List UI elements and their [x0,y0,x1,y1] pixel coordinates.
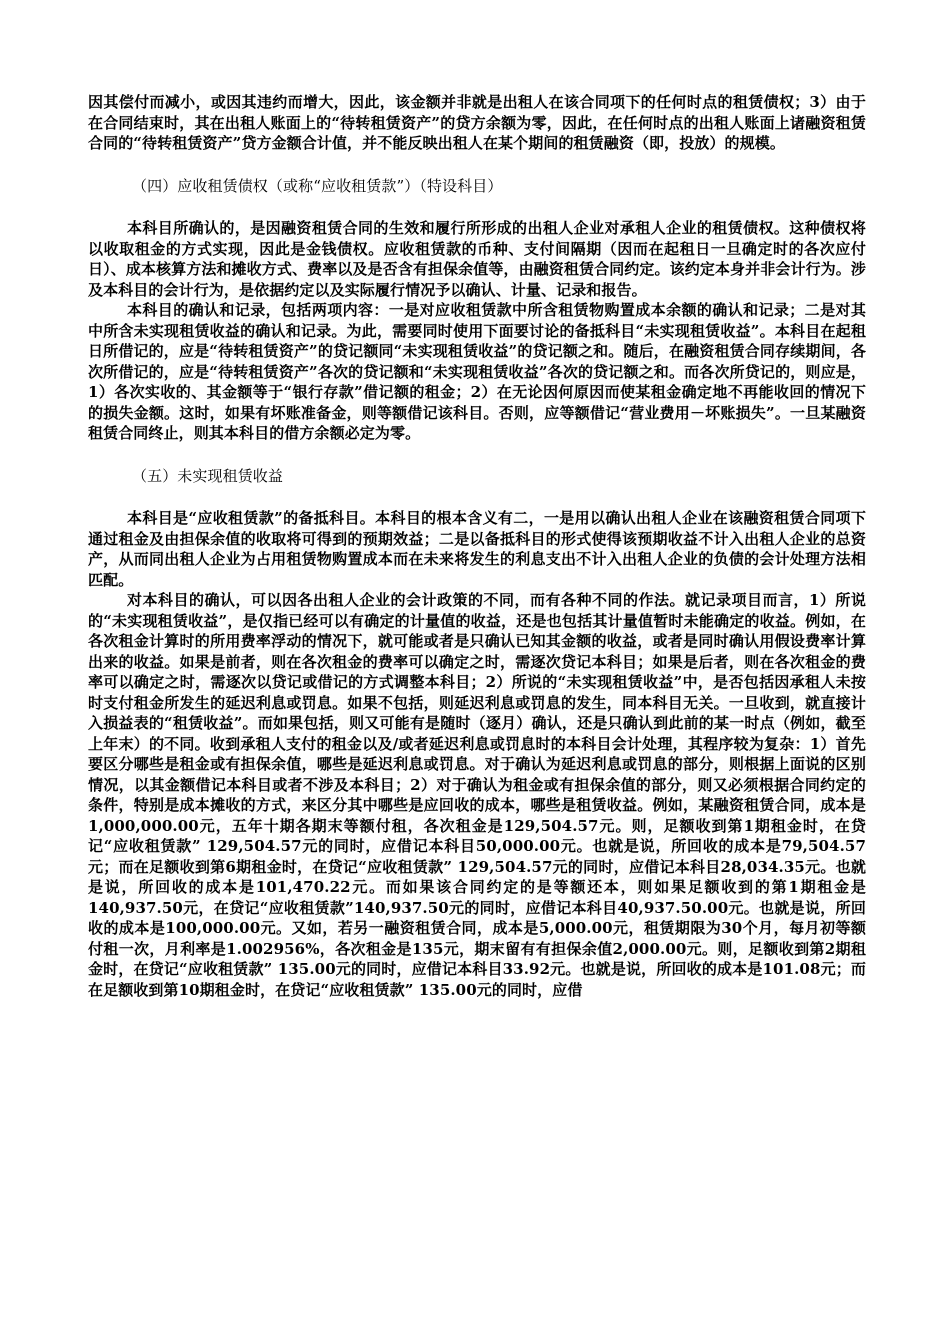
section-heading-4: （四）应收租赁债权（或称“应收租赁款”）（特设科目） [132,176,503,195]
spacer [88,154,866,176]
spacer [88,486,866,508]
paragraph-5-1: 本科目是“应收租赁款”的备抵科目。本科目的根本含义有二，一是用以确认出租人企业在该融资租赁合同项下通过租金及由担保余值的收取将可得到的预期效益；二是以备抵科目的形式使得该预期收益不计入出租人企业的总资产，从而同出租人企业为占用租赁物购置成本而在未来将发生的利息支出不计入出租人企业的负债的会计处理方法相匹配。 [88,509,866,589]
document-page [88,92,866,1332]
paragraph-intro: 因其偿付而减小，或因其违约而增大，因此，该金额并非就是出租人在该合同项下的任何时点的租赁债权；3）由于在合同结束时，其在出租人账面上的“待转租赁资产”的贷方余额为零，因此，在任何时点的出租人账面上诸融资租赁合同的“待转租赁资产”贷方金额合计值，并不能反映出租人在某个期间的租赁融资（即，投放）的规模。 [88,93,866,152]
paragraph-4-2: 本科目的确认和记录，包括两项内容：一是对应收租赁款中所含租赁物购置成本余额的确认和记录；二是对其中所含未实现租赁收益的确认和记录。为此，需要同时使用下面要讨论的备抵科目“未实现租赁收益”。本科目在起租日所借记的，应是“待转租赁资产”的贷记额同“未实现租赁收益”的贷记额之和。随后，在融资租赁合同存续期间，各次所借记的，应是“待转租赁资产”各次的贷记额和“未实现租赁收益”各次的贷记额之和。而各次所贷记的，则应是，1）各次实收的、其金额等于“银行存款”借记额的租金；2）在无论因何原因而使某租金确定地不再能收回的情况下的损失金额。这时，如果有坏账准备金，则等额借记该科目。否则，应等额借记“营业费用－坏账损失”。一旦某融资租赁合同终止，则其本科目的借方余额必定为零。 [88,301,866,442]
paragraph-4-1: 本科目所确认的，是因融资租赁合同的生效和履行所形成的出租人企业对承租人企业的租赁债权。这种债权将以收取租金的方式实现，因此是金钱债权。应收租赁款的币种、支付间隔期（因而在起租日一旦确定时的各次应付日）、成本核算方法和摊收方式、费率以及是否含有担保余值等，由融资租赁合同约定。该约定本身并非会计行为。涉及本科目的会计行为，是依据约定以及实际履行情况予以确认、计量、记录和报告。 [88,219,866,299]
paragraph-5-2: 对本科目的确认，可以因各出租人企业的会计政策的不同，而有各种不同的作法。就记录项目而言，1）所说的“未实现租赁收益”，是仅指已经可以有确定的计量值的收益，还是也包括其计量值暂时未能确定的收益。例如，在各次租金计算时的所用费率浮动的情况下，就可能或者是只确认已知其金额的收益，或者是同时确认用假设费率计算出来的收益。如果是前者，则在各次租金的费率可以确定之时，需逐次贷记本科目；如果是后者，则在各次租金的费率可以确定之时，需逐次以贷记或借记的方式调整本科目；2）所说的“未实现租赁收益”中，是否包括因承租人未按时支付租金所发生的延迟利息或罚息。如果不包括，则延迟利息或罚息的发生，同本科目无关。一旦收到，就直接计入损益表的“租赁收益”。而如果包括，则又可能有是随时（逐月）确认，还是只确认到此前的某一时点（例如，截至上年末）的不同。收到承租人支付的租金以及/或者延迟利息或罚息时的本科目会计处理，其程序较为复杂：1）首先要区分哪些是租金或有担保余值，哪些是延迟利息或罚息。对于确认为延迟利息或罚息的部分，则根据上面说的区别情况，以其金额借记本科目或者不涉及本科目；2）对于确认为租金或有担保余值的部分，则又必须根据合同约定的条件，特别是成本摊收的方式，来区分其中哪些是应回收的成本，哪些是租赁收益。例如，某融资租赁合同，成本是1,000,000.00元，五年十期各期末等额付租，各次租金是129,504.57元。则，足额收到第1期租金时，在贷记“应收租赁款” 129,504.57元的同时，应借记本科目50,000.00元。也就是说，所回收的成本是79,504.57元；而在足额收到第6期租金时，在贷记“应收租赁款” 129,504.57元的同时，应借记本科目28,034.35元。也就是说，所回收的成本是101,470.22元。而如果该合同约定的是等额还本，则如果足额收到的第1期租金是140,937.50元，在贷记“应收租赁款”140,937.50元的同时，应借记本科目40,937.50.00元。也就是说，所回收的成本是100,000.00元。又如，若另一融资租赁合同，成本是5,000.00元，租赁期限为30个月，每月初等额付租一次，月利率是1.002956%，各次租金是135元，期末留有有担保余值2,000.00元。则，足额收到第2期租金时，在贷记“应收租赁款” 135.00元的同时，应借记本科目33.92元。也就是说，所回收的成本是101.08元；而在足额收到第10期租金时，在贷记“应收租赁款” 135.00元的同时，应借 [88,591,866,999]
spacer [88,196,866,218]
spacer [88,444,866,466]
section-heading-5: （五）未实现租赁收益 [132,466,284,485]
